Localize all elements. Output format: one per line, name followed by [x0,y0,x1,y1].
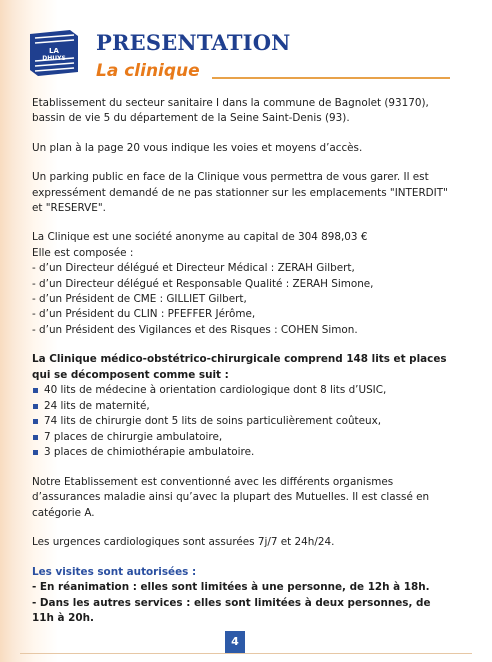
capacity-item: 3 places de chimiothérapie ambulatoire. [32,445,452,461]
page-title: PRESENTATION [96,30,291,55]
intro-paragraph: Etablissement du secteur sanitaire I dans la commune de Bagnolet (93170), bassin de vie 5 du département de la Seine Saint-Denis (93). [32,97,429,125]
capacity-item: 40 lits de médecine à orientation cardiologique dont 8 lits d’USIC, [32,383,452,399]
composition-item: - d’un Président du CLIN : PFEFFER Jérôme, [32,308,256,321]
logo-text-dhuys: DHUYS [42,55,66,62]
capacity-item: 7 places de chirurgie ambulatoire, [32,430,452,446]
subtitle-underline [212,77,450,79]
visits-item: - Dans les autres services : elles sont limitées à deux personnes, de 11h à 20h. [32,596,431,624]
parking-paragraph: Un parking public en face de la Clinique vous permettra de vous garer. Il est expressément demandé de ne pas stationner sur les emplacements "INTERDIT" et "RESERVE". [32,171,448,215]
footer-divider [20,653,472,654]
page-number: 4 [225,631,245,653]
composition-item: - d’un Directeur délégué et Directeur Médical : ZERAH Gilbert, [32,262,355,275]
logo-text-la: LA [49,47,59,55]
composition-intro: Elle est composée : [32,246,134,259]
capacity-heading: La Clinique médico-obstétrico-chirurgicale comprend 148 lits et places qui se décomposent comme suit : [32,353,447,381]
composition-item: - d’un Directeur délégué et Responsable Qualité : ZERAH Simone, [32,277,374,290]
plan-paragraph: Un plan à la page 20 vous indique les voies et moyens d’accès. [32,141,363,154]
capital-line: La Clinique est une société anonyme au capital de 304 898,03 € [32,231,368,244]
urgences-paragraph: Les urgences cardiologiques sont assurées 7j/7 et 24h/24. [32,536,335,549]
visits-item: - En réanimation : elles sont limitées à une personne, de 12h à 18h. [32,581,430,594]
visits-heading: Les visites sont autorisées : [32,565,197,578]
capacity-list [32,383,452,461]
clinique-la-dhuys-logo [30,30,78,76]
capacity-item: 74 lits de chirurgie dont 5 lits de soins particulièrement coûteux, [32,414,452,430]
composition-item: - d’un Président des Vigilances et des Risques : COHEN Simon. [32,323,358,336]
composition-item: - d’un Président de CME : GILLIET Gilbert, [32,293,247,306]
capacity-item: 24 lits de maternité, [32,399,452,415]
page-subtitle: La clinique [96,61,200,81]
convention-paragraph: Notre Etablissement est conventionné avec les différents organismes d’assurances maladie ainsi qu’avec la plupart des Mutuelles. Il est classé en catégorie A. [32,476,430,519]
document-body [32,96,452,626]
